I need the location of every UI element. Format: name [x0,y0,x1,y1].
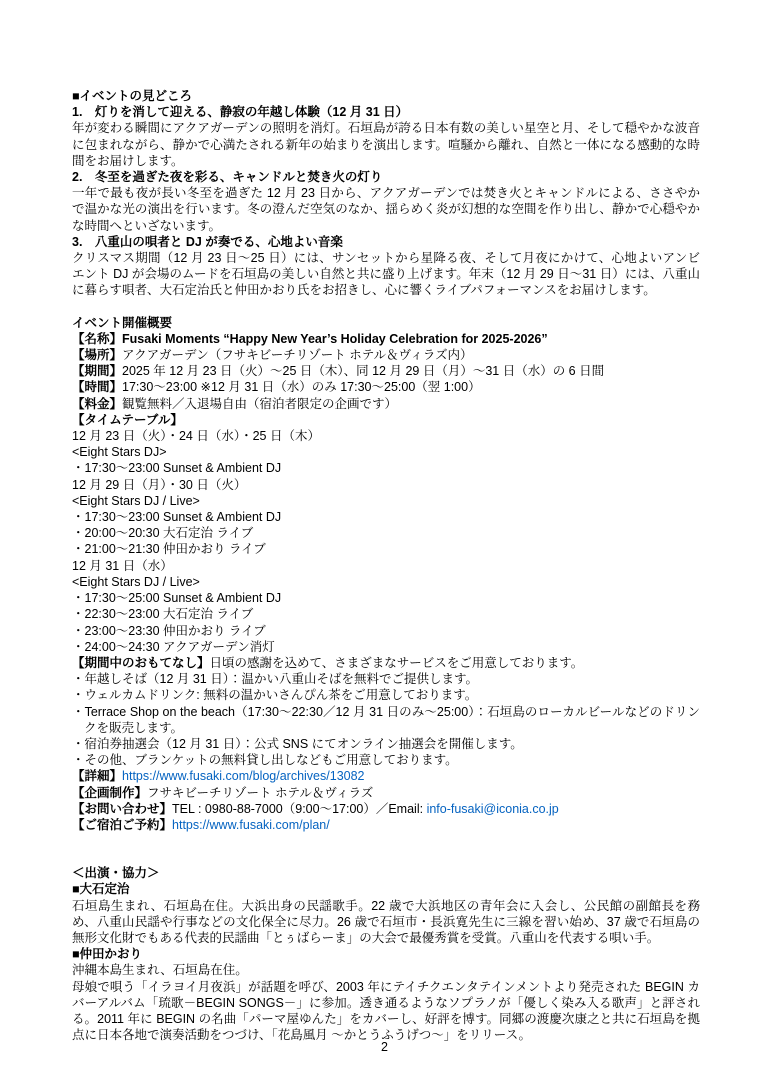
field-value: 17:30～23:00 ※12 月 31 日（水）のみ 17:30～25:00（翌 1:00） [122,380,481,395]
overview-contact-line [72,801,700,817]
performer-1-name: ■大石定治 [72,882,130,897]
timetable-day-2-date: 12 月 29 日（月）・30 日（火） [72,477,247,492]
contact-text: TEL : 0980-88-7000（9:00～17:00）／Email: [172,801,427,816]
timetable-day-1-date: 12 月 23 日（火）・24 日（水）・25 日（木） [72,429,320,444]
reservation-label: 【ご宿泊ご予約】 [72,817,173,832]
hospitality-bullet-1: ・年越しそば（12 月 31 日）：温かい八重山そばを無料でご提供します。 [72,672,478,687]
timetable-day-1-lineup: <Eight Stars DJ> [72,445,167,460]
field-label: 【期間】 [72,364,123,379]
highlight-1-body: 年が変わる瞬間にアクアガーデンの照明を消灯。石垣島が誇る日本有数の美しい星空と月、そして穏やかな波音に包まれながら、静かで心満たされる新年の始まりを演出します。喧騒から離れ、自然と一体になる感動的な時間をお届けします。 [72,121,700,168]
timetable-day-3-slot-2: ・22:30～23:00 大石定治 ライブ [72,607,254,622]
field-value: アクアガーデン（フサキビーチリゾート ホテル＆ヴィラズ内） [122,348,473,363]
timetable-day-3-slot-3: ・23:00～23:30 仲田かおり ライブ [72,623,266,638]
overview-field-place [72,347,700,363]
highlight-1-title: 1. 灯りを消して迎える、静寂の年越し体験（12 月 31 日） [72,105,409,120]
timetable-day-2-lineup: <Eight Stars DJ / Live> [72,493,200,508]
timetable-day-3-slot-1: ・17:30～25:00 Sunset & Ambient DJ [72,591,282,606]
field-label: 【料金】 [72,396,123,411]
performers-heading: ＜出演・協力＞ [72,866,160,881]
details-link[interactable]: https://www.fusaki.com/blog/archives/13082 [122,769,365,784]
contact-label: 【お問い合わせ】 [72,801,173,816]
overview-field-fee [72,396,700,412]
field-label: 【時間】 [72,380,123,395]
section-gap [72,833,700,865]
field-label: 【場所】 [72,348,123,363]
production-label: 【企画制作】 [72,785,148,800]
performer-2-bio: 母娘で唄う「イラヨイ月夜浜」が話題を呼び、2003 年にテイチクエンタテインメントより発売された BEGIN カバーアルバム「琉歌－BEGIN SONGS－」に参加。透き通るようなソプラノが「優しく染み入る歌声」と評される。2011 年に BEGIN の名曲「パーマ屋ゆんた」をカバーし、好評を博す。同郷の渡慶次康之と共に石垣島を拠点に日本各地で演奏活動をつづけ、「花島風月 ～かとうふうげつ～」をリリース。 [72,979,700,1043]
timetable-day-2-slot-3: ・21:00～21:30 仲田かおり ライブ [72,542,266,557]
hospitality-bullet-2: ・ウェルカムドリンク: 無料の温かいさんぴん茶をご用意しております。 [72,688,478,703]
overview-field-time [72,379,700,395]
section-gap [72,299,700,315]
timetable-day-3-date: 12 月 31 日（水） [72,558,173,573]
timetable-day-3-lineup: <Eight Stars DJ / Live> [72,574,200,589]
overview-production-line [72,785,700,801]
document-content [72,88,700,1043]
field-value: Fusaki Moments “Happy New Year’s Holiday Celebration for 2025-2026” [122,331,548,346]
overview-heading: イベント開催概要 [72,315,173,330]
overview-reservation-line [72,817,700,833]
page-number: 2 [381,1040,388,1054]
highlight-2-body: 一年で最も夜が長い冬至を過ぎた 12 月 23 日から、アクアガーデンでは焚き火とキャンドルによる、ささやかで温かな光の演出を行います。冬の澄んだ空気のなか、揺らめく炎が幻想的な空間を作り出し、静かで心穏やかな時間へといざないます。 [72,186,700,233]
hospitality-bullet-4: ・宿泊券抽選会（12 月 31 日）：公式 SNS にてオンライン抽選会を開催します。 [72,736,523,751]
highlight-3-title: 3. 八重山の唄者と DJ が奏でる、心地よい音楽 [72,234,343,249]
performer-1-bio: 石垣島生まれ、石垣島在住。大浜出身の民謡歌手。22 歳で大浜地区の青年会に入会し、公民館の副館長を務め、八重山民謡や行事などの文化保全に尽力。26 歳で石垣市・長浜寛先生に三線を習い始め、37 歳で石垣島の無形文化財でもある代表的民謡曲「とぅばらーま」の大会で最優秀賞を受賞。八重山を代表する唄い手。 [72,898,700,945]
hospitality-bullet-3: ・Terrace Shop on the beach（17:30～22:30／12 月 31 日のみ～25:00）：石垣島のローカルビールなどのドリンクを販売します。 [72,704,700,735]
timetable-label: 【タイムテーブル】 [72,412,183,427]
performer-2-name: ■仲田かおり [72,947,143,962]
reservation-link[interactable]: https://www.fusaki.com/plan/ [172,817,330,832]
overview-field-name [72,331,700,347]
timetable-day-1-slot-1: ・17:30～23:00 Sunset & Ambient DJ [72,461,282,476]
performer-2-bio-intro: 沖縄本島生まれ、石垣島在住。 [72,963,248,978]
hospitality-label: 【期間中のおもてなし】 [72,655,210,670]
details-label: 【詳細】 [72,769,123,784]
hospitality-intro-line [72,655,700,671]
highlight-2-title: 2. 冬至を過ぎた夜を彩る、キャンドルと焚き火の灯り [72,170,383,185]
highlight-3-body: クリスマス期間（12 月 23 日～25 日）には、サンセットから星降る夜、そして月夜にかけて、心地よいアンビエント DJ が会場のムードを石垣島の美しい自然と共に盛り上げます。年末（12 月 29 日～31 日）には、八重山に暮らす唄者、大石定治氏と仲田かおり氏をお招きし、心に響くライブパフォーマンスをお届けします。 [72,251,700,298]
highlights-heading: ■イベントの見どころ [72,89,193,103]
contact-email-link[interactable]: info-fusaki@iconia.co.jp [426,801,559,816]
field-value: 2025 年 12 月 23 日（火）～25 日（木）、同 12 月 29 日（月）～31 日（水）の 6 日間 [122,364,605,379]
overview-field-period [72,363,700,379]
overview-details-line [72,768,700,784]
field-value: 観覧無料／入退場自由（宿泊者限定の企画です） [122,396,398,411]
timetable-day-2-slot-1: ・17:30～23:00 Sunset & Ambient DJ [72,510,282,525]
timetable-day-2-slot-2: ・20:00～20:30 大石定治 ライブ [72,526,254,541]
hospitality-bullet-5: ・その他、ブランケットの無料貸し出しなどもご用意しております。 [72,753,458,768]
hospitality-intro: 日頃の感謝を込めて、さまざまなサービスをご用意しております。 [209,655,584,670]
field-label: 【名称】 [72,331,123,346]
timetable-day-3-slot-4: ・24:00～24:30 アクアガーデン消灯 [72,639,275,654]
production-value: フサキビーチリゾート ホテル＆ヴィラズ [147,785,374,800]
